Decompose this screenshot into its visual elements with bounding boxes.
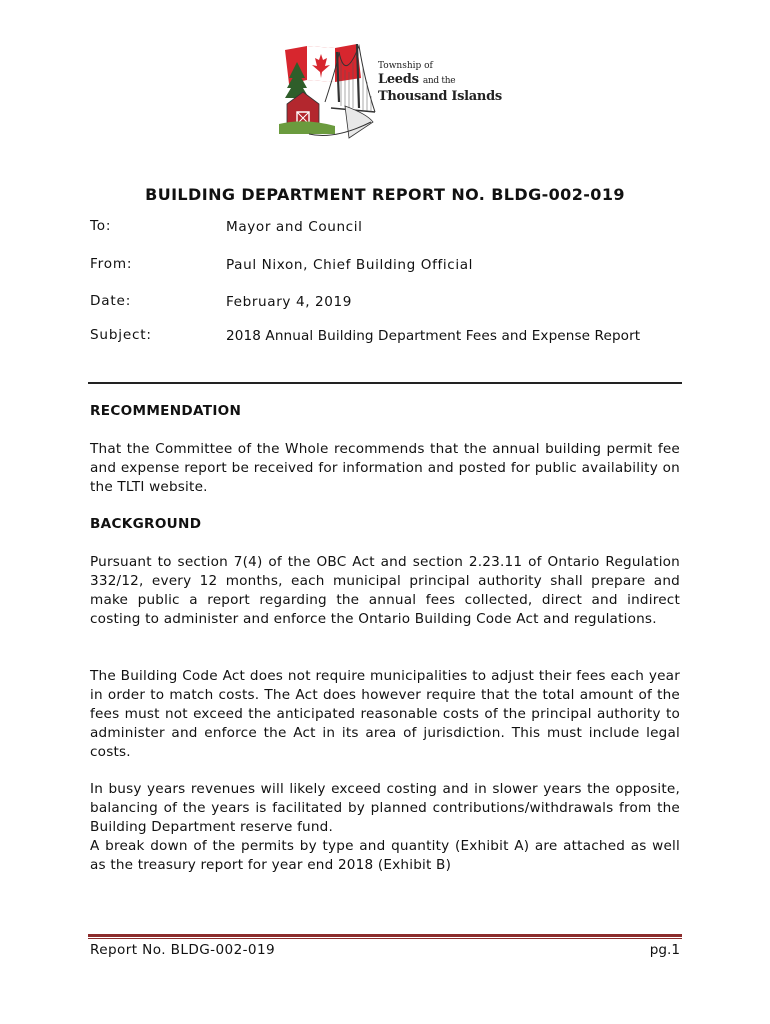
- to-value: Mayor and Council: [226, 219, 363, 235]
- logo-text: [378, 60, 502, 105]
- header-divider: [88, 382, 682, 384]
- background-paragraph-4: A break down of the permits by type and quantity (Exhibit A) are attached as well as the treasury report for year end 2018 (Exhibit B): [90, 838, 680, 873]
- recommendation-heading: RECOMMENDATION: [90, 403, 242, 419]
- background-paragraph-3: In busy years revenues will likely exceed costing and in slower years the opposite, balancing of the years is facilitated by planned contributions/withdrawals from the Building Department reserve fund.: [90, 781, 680, 835]
- background-heading: BACKGROUND: [90, 516, 202, 532]
- footer-divider-thick: [88, 934, 682, 937]
- date-value: February 4, 2019: [226, 294, 353, 310]
- footer-report-number: Report No. BLDG-002-019: [90, 942, 276, 958]
- recommendation-text: That the Committee of the Whole recommends that the annual building permit fee and expense report be received for information and posted for public availability on the TLTI website.: [90, 441, 680, 495]
- subject-value: 2018 Annual Building Department Fees and Expense Report: [226, 328, 641, 344]
- logo-line1: Township of: [378, 61, 433, 71]
- logo-line2a: Leeds: [378, 72, 419, 87]
- background-paragraph-1: Pursuant to section 7(4) of the OBC Act and section 2.23.11 of Ontario Regulation 332/12, every 12 months, each municipal principal authority shall prepare and make public a report regarding the annual fees collected, direct and indirect costing to administer and enforce the Ontario Building Code Act and regulations.: [90, 554, 680, 627]
- subject-label: Subject:: [90, 327, 152, 343]
- logo-line3: Thousand Islands: [378, 89, 502, 104]
- date-label: Date:: [90, 293, 132, 309]
- footer-page-number: pg.1: [649, 942, 680, 958]
- from-label: From:: [90, 256, 133, 272]
- to-label: To:: [90, 218, 112, 234]
- logo-line2: [378, 72, 502, 89]
- logo-line2b: and the: [422, 76, 456, 86]
- background-paragraph-2: The Building Code Act does not require municipalities to adjust their fees each year in order to match costs. The Act does however require that the total amount of the fees must not exceed the anticipated reasonable costs of the principal authority to administer and enforce the Act in its area of jurisdiction. This must include legal costs.: [90, 668, 680, 760]
- from-value: Paul Nixon, Chief Building Official: [226, 257, 474, 273]
- report-title: BUILDING DEPARTMENT REPORT NO. BLDG-002-019: [145, 185, 625, 204]
- footer-divider-thin: [88, 938, 682, 939]
